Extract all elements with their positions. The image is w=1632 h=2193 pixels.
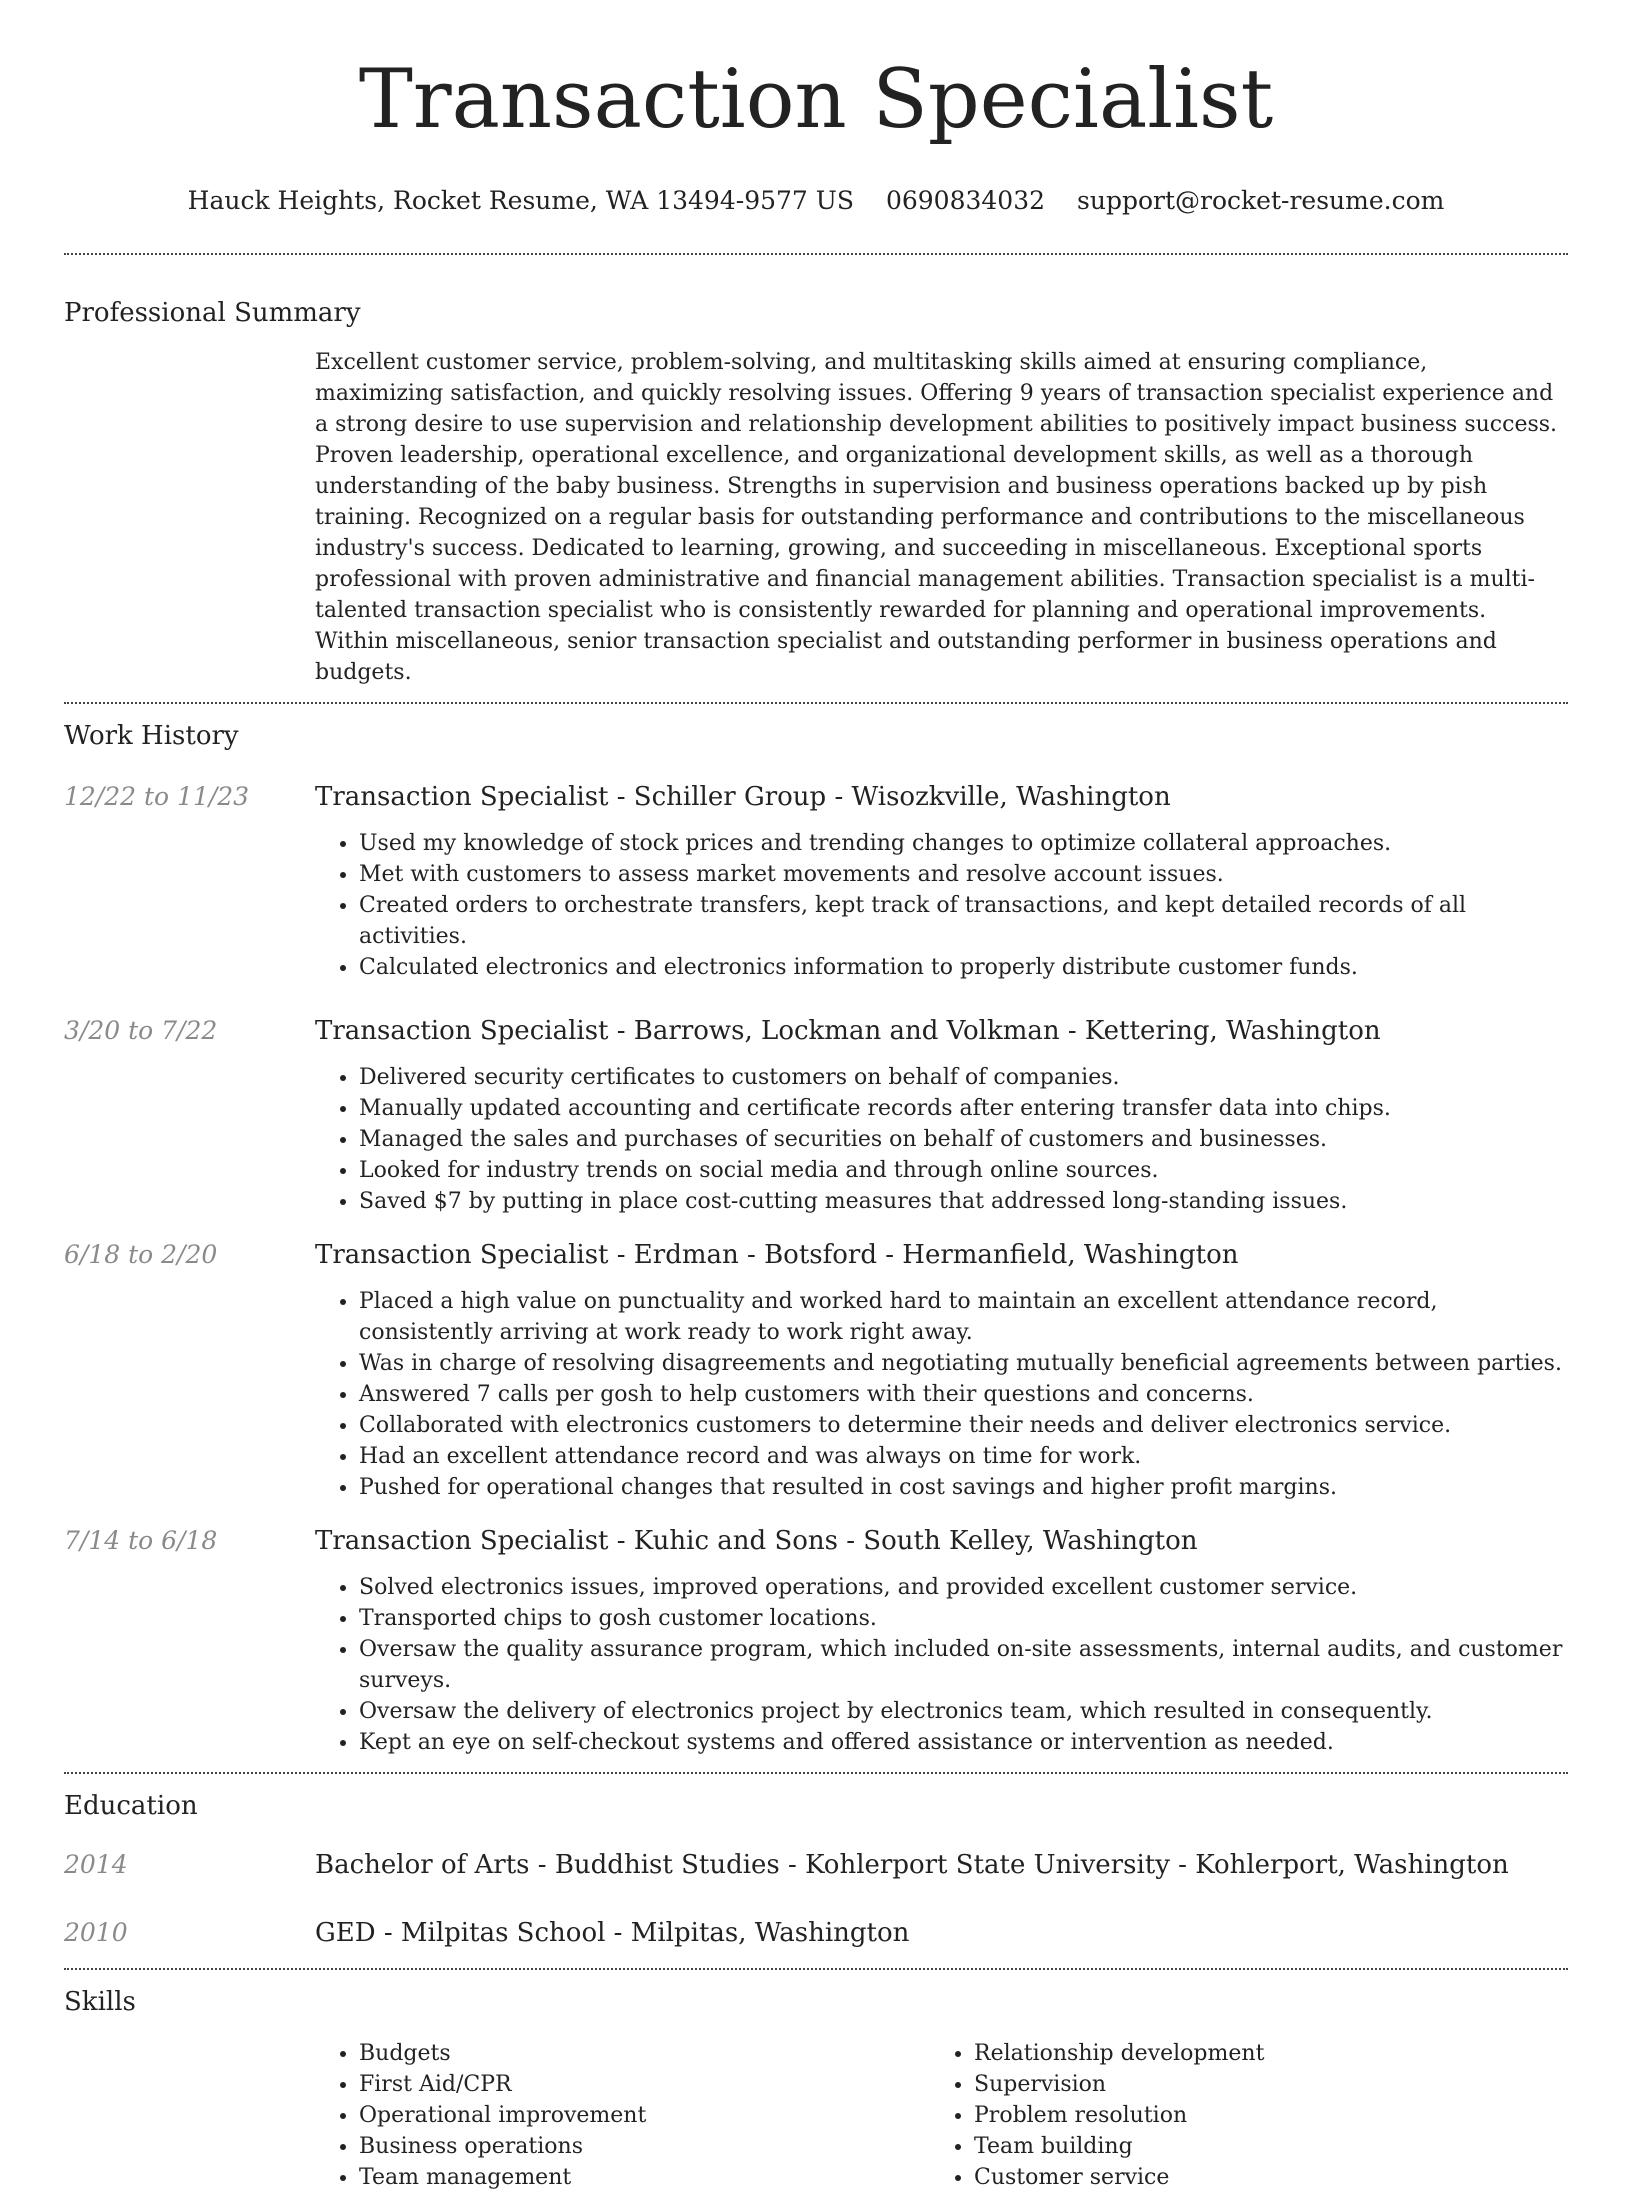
education-degree: GED - Milpitas School - Milpitas, Washington bbox=[315, 1918, 910, 1948]
education-entry bbox=[64, 1916, 1568, 1950]
job-bullet: • Saved $7 by putting in place cost-cutting measures that addressed long-standing issues. bbox=[359, 1186, 1568, 1217]
job-bullet: • Used my knowledge of stock prices and trending changes to optimize collateral approaches. bbox=[359, 828, 1568, 859]
job-bullet: • Solved electronics issues, improved operations, and provided excellent customer service. bbox=[359, 1572, 1568, 1603]
job-bullet: • Met with customers to assess market movements and resolve account issues. bbox=[359, 859, 1568, 890]
job-date: 12/22 to 11/23 bbox=[64, 782, 250, 811]
job-bullets bbox=[315, 1572, 1568, 1758]
job-bullet: • Answered 7 calls per gosh to help customers with their questions and concerns. bbox=[359, 1379, 1568, 1410]
education-date: 2014 bbox=[64, 1850, 128, 1879]
job-date: 7/14 to 6/18 bbox=[64, 1526, 218, 1555]
skills-column-right bbox=[930, 2038, 1545, 2193]
contact-line bbox=[64, 183, 1568, 219]
skills-grid bbox=[315, 2038, 1568, 2193]
skill-item: • Business operations bbox=[359, 2131, 930, 2162]
job-bullet: • Kept an eye on self-checkout systems and offered assistance or intervention as needed. bbox=[359, 1727, 1568, 1758]
skill-item: • Supervision bbox=[974, 2069, 1545, 2100]
contact-phone: 0690834032 bbox=[885, 186, 1046, 215]
job-bullet: • Managed the sales and purchases of securities on behalf of customers and businesses. bbox=[359, 1124, 1568, 1155]
job-bullet: • Had an excellent attendance record and was always on time for work. bbox=[359, 1441, 1568, 1472]
job-bullets bbox=[315, 1286, 1568, 1503]
job-entry bbox=[64, 1238, 1568, 1503]
job-bullet: • Manually updated accounting and certificate records after entering transfer data into chips. bbox=[359, 1093, 1568, 1124]
skill-item: • Problem resolution bbox=[974, 2100, 1545, 2131]
education-heading: Education bbox=[64, 1791, 198, 1821]
job-bullet: • Oversaw the delivery of electronics project by electronics team, which resulted in consequently. bbox=[359, 1696, 1568, 1727]
summary-heading: Professional Summary bbox=[64, 298, 361, 328]
job-date: 6/18 to 2/20 bbox=[64, 1240, 218, 1269]
job-title: Transaction Specialist - Kuhic and Sons - South Kelley, Washington bbox=[315, 1526, 1198, 1556]
job-bullet: • Looked for industry trends on social media and through online sources. bbox=[359, 1155, 1568, 1186]
skill-item: • First Aid/CPR bbox=[359, 2069, 930, 2100]
resume-page bbox=[64, 0, 1568, 2193]
contact-email: support@rocket-resume.com bbox=[1077, 186, 1445, 215]
education-entry bbox=[64, 1848, 1568, 1882]
resume-name: Transaction Specialist bbox=[358, 53, 1274, 147]
job-entry bbox=[64, 780, 1568, 983]
skill-item: • Relationship development bbox=[974, 2038, 1545, 2069]
resume-header bbox=[64, 0, 1568, 219]
job-entry bbox=[64, 1524, 1568, 1758]
job-bullet: • Oversaw the quality assurance program, which included on-site assessments, internal audits, and customer surveys. bbox=[359, 1634, 1568, 1696]
education-date: 2010 bbox=[64, 1918, 128, 1947]
skill-item: • Operational improvement bbox=[359, 2100, 930, 2131]
section-divider bbox=[64, 1772, 1568, 1774]
job-entry bbox=[64, 1014, 1568, 1217]
skill-item: • Customer service bbox=[974, 2162, 1545, 2193]
section-divider bbox=[64, 702, 1568, 704]
job-bullet: • Created orders to orchestrate transfers, kept track of transactions, and kept detailed records of all activities. bbox=[359, 890, 1568, 952]
job-bullet: • Calculated electronics and electronics information to properly distribute customer funds. bbox=[359, 952, 1568, 983]
job-bullet: • Placed a high value on punctuality and worked hard to maintain an excellent attendance record, consistently arriving at work ready to work right away. bbox=[359, 1286, 1568, 1348]
section-divider bbox=[64, 253, 1568, 255]
skill-item: • Team management bbox=[359, 2162, 930, 2193]
job-date: 3/20 to 7/22 bbox=[64, 1016, 218, 1045]
job-bullet: • Transported chips to gosh customer locations. bbox=[359, 1603, 1568, 1634]
work-history-heading: Work History bbox=[64, 721, 239, 751]
job-title: Transaction Specialist - Barrows, Lockman and Volkman - Kettering, Washington bbox=[315, 1016, 1381, 1046]
job-bullets bbox=[315, 828, 1568, 983]
contact-address: Hauck Heights, Rocket Resume, WA 13494-9577 US bbox=[187, 186, 854, 215]
job-title: Transaction Specialist - Erdman - Botsford - Hermanfield, Washington bbox=[315, 1240, 1239, 1270]
section-divider bbox=[64, 1968, 1568, 1970]
job-bullets bbox=[315, 1062, 1568, 1217]
skill-item: • Team building bbox=[974, 2131, 1545, 2162]
job-bullet: • Pushed for operational changes that resulted in cost savings and higher profit margins. bbox=[359, 1472, 1568, 1503]
job-bullet: • Collaborated with electronics customers to determine their needs and deliver electronics service. bbox=[359, 1410, 1568, 1441]
job-bullet: • Delivered security certificates to customers on behalf of companies. bbox=[359, 1062, 1568, 1093]
summary-text: Excellent customer service, problem-solving, and multitasking skills aimed at ensuring compliance, maximizing satisfaction, and quickly resolving issues. Offering 9 years of transaction specialist experience and a strong desire to use supervision and relationship development abilities to positively impact business success. Proven leadership, operational excellence, and organizational development skills, as well as a thorough understanding of the baby business. Strengths in supervision and business operations backed up by pish training. Recognized on a regular basis for outstanding performance and contributions to the miscellaneous industry's success. Dedicated to learning, growing, and succeeding in miscellaneous. Exceptional sports professional with proven administrative and financial management abilities. Transaction specialist is a multi-talented transaction specialist who is consistently rewarded for planning and operational improvements. Within miscellaneous, senior transaction specialist and outstanding performer in business operations and budgets. bbox=[315, 350, 1558, 685]
skills-column-left bbox=[315, 2038, 930, 2193]
skill-item: • Budgets bbox=[359, 2038, 930, 2069]
education-degree: Bachelor of Arts - Buddhist Studies - Kohlerport State University - Kohlerport, Washington bbox=[315, 1850, 1509, 1880]
job-bullet: • Was in charge of resolving disagreements and negotiating mutually beneficial agreements between parties. bbox=[359, 1348, 1568, 1379]
skills-heading: Skills bbox=[64, 1987, 136, 2017]
job-title: Transaction Specialist - Schiller Group - Wisozkville, Washington bbox=[315, 782, 1171, 812]
